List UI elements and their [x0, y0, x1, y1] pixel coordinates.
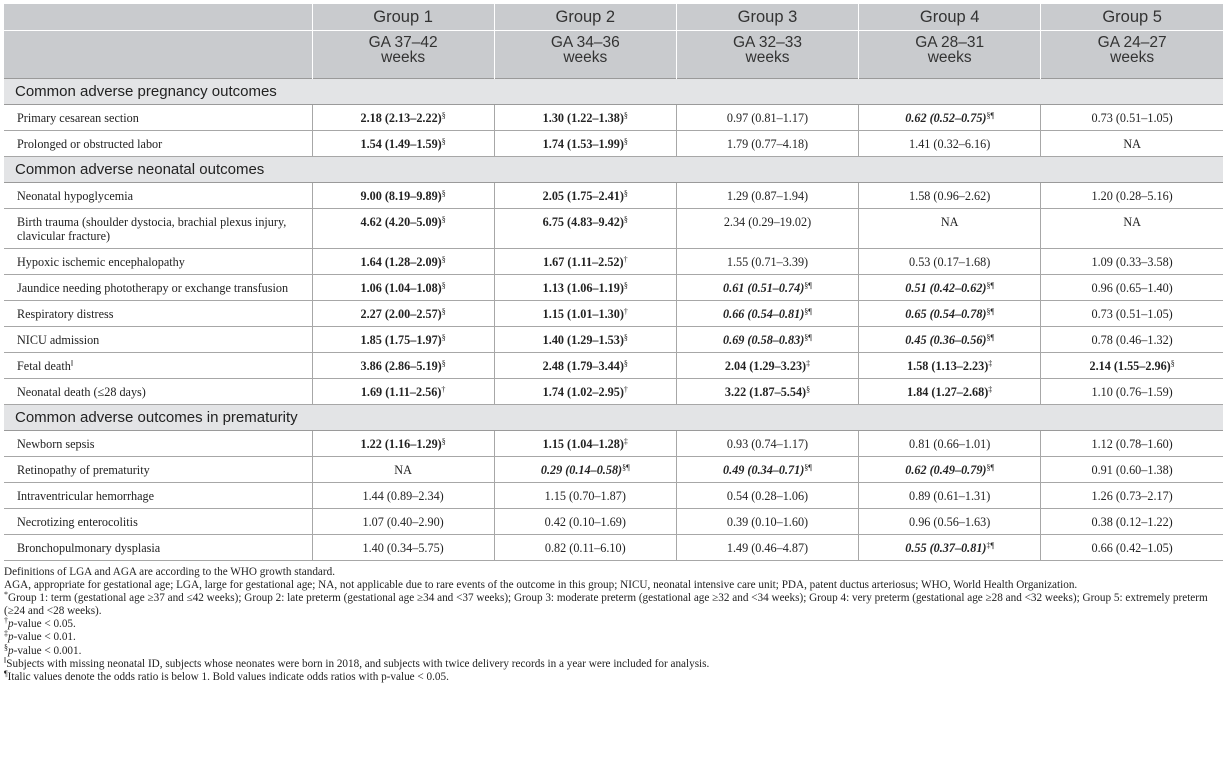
odds-ratio-cell-group-1 [312, 209, 494, 249]
odds-ratio-value: 1.54 (1.49–1.59) [360, 137, 442, 151]
odds-ratio-cell-group-5 [1041, 457, 1223, 483]
odds-ratio-value: 2.05 (1.75–2.41) [542, 189, 624, 203]
odds-ratio-cell-group-2 [494, 301, 676, 327]
odds-ratio-value: 0.29 (0.14–0.58) [540, 463, 623, 477]
outcome-label-cell [4, 209, 312, 249]
outcome-label: Fetal death [17, 359, 71, 373]
header-ga-group-1 [312, 31, 494, 79]
significance-mark: §¶ [804, 307, 812, 316]
odds-ratio-value: 0.89 (0.61–1.31) [909, 489, 991, 503]
odds-ratio-cell-group-2 [494, 209, 676, 249]
odds-ratio-value: 1.79 (0.77–4.18) [726, 137, 809, 151]
odds-ratio-cell-group-2 [494, 183, 676, 209]
odds-ratio-cell-group-4 [859, 275, 1041, 301]
significance-mark: § [623, 333, 628, 342]
table-footnotes [4, 566, 1223, 684]
odds-ratio-cell-group-3 [676, 183, 858, 209]
odds-ratio-cell-group-5 [1041, 509, 1223, 535]
odds-ratio-value: 0.91 (0.60–1.38) [1091, 463, 1173, 477]
significance-mark: § [806, 385, 811, 394]
table-row [4, 431, 1223, 457]
outcome-label: Neonatal hypoglycemia [17, 189, 134, 203]
significance-mark: § [623, 359, 628, 368]
odds-ratio-value: 1.22 (1.16–1.29) [360, 437, 442, 451]
table-row [4, 275, 1223, 301]
significance-mark: § [623, 215, 628, 224]
odds-ratio-cell-group-4 [859, 327, 1041, 353]
odds-ratio-value: 1.69 (1.11–2.56) [360, 385, 442, 399]
significance-mark: ‡¶ [986, 541, 995, 550]
table-row [4, 353, 1223, 379]
odds-ratio-value: 1.10 (0.76–1.59) [1091, 385, 1173, 399]
header-row-groups [4, 4, 1223, 31]
significance-mark: § [441, 111, 446, 120]
odds-ratio-value: 1.64 (1.28–2.09) [360, 255, 442, 269]
section-header-row [4, 405, 1223, 431]
odds-ratio-value: 6.75 (4.83–9.42) [542, 215, 624, 229]
odds-ratio-cell-group-2 [494, 379, 676, 405]
footnote-italic-bold [4, 668, 1223, 684]
odds-ratio-value: 1.15 (1.01–1.30) [542, 307, 624, 321]
significance-mark: §¶ [986, 307, 995, 316]
odds-ratio-value: 2.34 (0.29–19.02) [723, 215, 812, 229]
outcome-label-cell [4, 301, 312, 327]
ga-range: GA 34–36 [550, 34, 620, 51]
odds-ratio-value: 0.66 (0.54–0.81) [723, 307, 805, 321]
outcome-label: Hypoxic ischemic encephalopathy [17, 255, 185, 269]
odds-ratio-value: 0.65 (0.54–0.78) [905, 307, 987, 321]
significance-mark: § [623, 137, 628, 146]
significance-mark: § [441, 333, 446, 342]
significance-mark: §¶ [986, 111, 995, 120]
odds-ratio-cell-group-3 [676, 105, 858, 131]
table-row [4, 327, 1223, 353]
odds-ratio-cell-group-5 [1041, 105, 1223, 131]
odds-ratio-cell-group-3 [676, 431, 858, 457]
table-row [4, 457, 1223, 483]
odds-ratio-value: 1.12 (0.78–1.60) [1091, 437, 1173, 451]
odds-ratio-cell-group-2 [494, 275, 676, 301]
odds-ratio-cell-group-4 [859, 483, 1041, 509]
odds-ratio-cell-group-3 [676, 379, 858, 405]
odds-ratio-cell-group-4 [859, 535, 1041, 561]
footnote-subjects [4, 655, 1223, 671]
odds-ratio-cell-group-3 [676, 353, 858, 379]
odds-ratio-value: 0.82 (0.11–6.10) [544, 541, 626, 555]
outcome-label-cell [4, 105, 312, 131]
table-row [4, 183, 1223, 209]
odds-ratio-cell-group-5 [1041, 327, 1223, 353]
odds-ratio-value: 1.84 (1.27–2.68) [907, 385, 989, 399]
footnote-mark: § [4, 642, 8, 652]
odds-ratio-cell-group-5 [1041, 301, 1223, 327]
odds-ratio-value: 0.61 (0.51–0.74) [723, 281, 805, 295]
odds-ratio-value: 1.09 (0.33–3.58) [1091, 255, 1173, 269]
footnote-definitions: Definitions of LGA and AGA are according to the WHO growth standard. [4, 566, 335, 578]
odds-ratio-cell-group-1 [312, 431, 494, 457]
odds-ratio-cell-group-5 [1041, 209, 1223, 249]
outcome-label: Primary cesarean section [17, 111, 139, 125]
table-row [4, 535, 1223, 561]
odds-ratio-value: NA [1123, 215, 1141, 229]
odds-ratio-value: 1.55 (0.71–3.39) [726, 255, 809, 269]
odds-ratio-value: 1.30 (1.22–1.38) [542, 111, 624, 125]
header-ga-group-5 [1041, 31, 1223, 79]
odds-ratio-cell-group-4 [859, 457, 1041, 483]
odds-ratio-cell-group-5 [1041, 431, 1223, 457]
odds-ratio-cell-group-3 [676, 131, 858, 157]
odds-ratio-cell-group-4 [859, 379, 1041, 405]
ga-range: GA 24–27 [1097, 34, 1167, 51]
outcome-label: Newborn sepsis [17, 437, 95, 451]
odds-ratio-cell-group-3 [676, 275, 858, 301]
odds-ratio-value: 3.86 (2.86–5.19) [360, 359, 442, 373]
odds-ratio-value: 0.69 (0.58–0.83) [723, 333, 805, 347]
header-ga-group-4 [859, 31, 1041, 79]
odds-ratio-cell-group-4 [859, 105, 1041, 131]
footnote-mark: ¶ [4, 668, 8, 678]
odds-ratio-value: 0.55 (0.37–0.81) [905, 541, 987, 555]
table-row [4, 379, 1223, 405]
odds-ratio-value: 1.40 (0.34–5.75) [362, 541, 444, 555]
odds-ratio-value: 0.96 (0.56–1.63) [909, 515, 991, 529]
outcome-label: Respiratory distress [17, 307, 114, 321]
odds-ratio-cell-group-2 [494, 509, 676, 535]
significance-mark: §¶ [804, 463, 812, 472]
header-group-3: Group 3 [676, 4, 858, 31]
ga-unit: weeks [563, 49, 608, 66]
significance-mark: §¶ [986, 463, 995, 472]
odds-ratio-value: 0.42 (0.10–1.69) [544, 515, 626, 529]
significance-mark: ‡ [988, 385, 993, 394]
odds-ratio-value: 1.44 (0.89–2.34) [362, 489, 444, 503]
ga-unit: weeks [745, 49, 790, 66]
odds-ratio-cell-group-5 [1041, 379, 1223, 405]
odds-ratio-value: 0.66 (0.42–1.05) [1091, 541, 1173, 555]
odds-ratio-value: 1.74 (1.02–2.95) [542, 385, 624, 399]
odds-ratio-cell-group-3 [676, 535, 858, 561]
odds-ratio-cell-group-2 [494, 249, 676, 275]
odds-ratio-cell-group-2 [494, 131, 676, 157]
ga-range: GA 32–33 [733, 34, 802, 51]
section-title: Common adverse pregnancy outcomes [4, 79, 1223, 105]
odds-ratio-value: 0.96 (0.65–1.40) [1091, 281, 1173, 295]
odds-ratio-cell-group-1 [312, 327, 494, 353]
odds-ratio-cell-group-4 [859, 249, 1041, 275]
odds-ratio-value: 0.78 (0.46–1.32) [1091, 333, 1173, 347]
odds-ratio-value: 1.20 (0.28–5.16) [1091, 189, 1173, 203]
significance-mark: † [623, 255, 628, 264]
significance-mark: § [441, 215, 446, 224]
odds-ratio-value: 1.40 (1.29–1.53) [542, 333, 624, 347]
ga-unit: weeks [1110, 49, 1155, 66]
odds-ratio-value: 0.39 (0.10–1.60) [726, 515, 809, 529]
header-row-ga [4, 31, 1223, 79]
table-row [4, 301, 1223, 327]
odds-ratio-value: NA [394, 463, 412, 477]
odds-ratio-cell-group-5 [1041, 275, 1223, 301]
outcome-label-cell [4, 275, 312, 301]
odds-ratio-cell-group-3 [676, 457, 858, 483]
significance-mark: † [441, 385, 446, 394]
odds-ratio-cell-group-4 [859, 183, 1041, 209]
odds-ratio-cell-group-2 [494, 327, 676, 353]
table-row [4, 209, 1223, 249]
odds-ratio-cell-group-2 [494, 431, 676, 457]
odds-ratio-cell-group-1 [312, 535, 494, 561]
footnote-mark: † [4, 616, 8, 626]
outcome-label: Bronchopulmonary dysplasia [17, 541, 161, 555]
footnote-p05 [4, 618, 1223, 631]
significance-mark: §¶ [804, 333, 812, 342]
significance-mark: † [623, 307, 628, 316]
odds-ratio-cell-group-3 [676, 327, 858, 353]
outcome-label: Intraventricular hemorrhage [17, 489, 155, 503]
odds-ratio-cell-group-4 [859, 431, 1041, 457]
significance-mark: § [623, 281, 628, 290]
odds-ratio-cell-group-1 [312, 509, 494, 535]
footnote-groups [4, 592, 1223, 618]
odds-ratio-value: 4.62 (4.20–5.09) [360, 215, 442, 229]
significance-mark: §¶ [804, 281, 812, 290]
footnote-text: Group 1: term (gestational age ≥37 and ≤42 weeks); Group 2: late preterm (gestational age ≥34 and <37 weeks); Group 3: moderate preterm (gestational age ≥32 and <34 weeks); Group 4: very preterm (gestational age ≥28 and <32 weeks); Group 5: extremely preterm (≥24 and <28 weeks). [4, 592, 1208, 618]
odds-ratio-value: 0.49 (0.34–0.71) [723, 463, 805, 477]
significance-mark: ‡ [806, 359, 811, 368]
odds-ratio-cell-group-1 [312, 483, 494, 509]
table-row [4, 249, 1223, 275]
significance-mark: § [441, 307, 446, 316]
section-title: Common adverse neonatal outcomes [4, 157, 1223, 183]
footnote-p-label: p [8, 618, 14, 631]
odds-ratio-cell-group-2 [494, 483, 676, 509]
odds-ratio-value: 0.81 (0.66–1.01) [909, 437, 991, 451]
significance-mark: § [441, 255, 446, 264]
odds-ratio-value: 1.26 (0.73–2.17) [1091, 489, 1173, 503]
outcome-label: NICU admission [17, 333, 100, 347]
odds-ratio-value: 0.45 (0.36–0.56) [905, 333, 987, 347]
odds-ratio-value: 3.22 (1.87–5.54) [724, 385, 807, 399]
odds-ratio-cell-group-3 [676, 209, 858, 249]
odds-ratio-table [4, 4, 1223, 561]
odds-ratio-cell-group-4 [859, 209, 1041, 249]
table-row [4, 105, 1223, 131]
significance-mark: §¶ [986, 281, 995, 290]
odds-ratio-value: 1.58 (1.13–2.23) [907, 359, 989, 373]
odds-ratio-cell-group-4 [859, 131, 1041, 157]
odds-ratio-cell-group-1 [312, 353, 494, 379]
odds-ratio-cell-group-2 [494, 535, 676, 561]
significance-mark: † [623, 385, 628, 394]
odds-ratio-cell-group-5 [1041, 483, 1223, 509]
footnote-mark: ‖ [70, 359, 74, 368]
footnote-mark: ‖ [4, 655, 7, 665]
significance-mark: § [441, 437, 446, 446]
odds-ratio-value: 0.51 (0.42–0.62) [905, 281, 987, 295]
outcome-label: Neonatal death (≤28 days) [17, 385, 146, 399]
outcome-label: Jaundice needing phototherapy or exchange transfusion [17, 281, 289, 295]
odds-ratio-cell-group-1 [312, 131, 494, 157]
odds-ratio-value: 1.74 (1.53–1.99) [542, 137, 624, 151]
odds-ratio-cell-group-4 [859, 509, 1041, 535]
footnote-text: -value < 0.01. [13, 631, 76, 644]
odds-ratio-value: 2.04 (1.29–3.23) [724, 359, 807, 373]
odds-ratio-value: 1.13 (1.06–1.19) [542, 281, 624, 295]
outcome-label-cell [4, 327, 312, 353]
odds-ratio-cell-group-1 [312, 301, 494, 327]
table-row [4, 509, 1223, 535]
footnote-p001 [4, 642, 1223, 658]
significance-mark: §¶ [622, 463, 630, 472]
odds-ratio-cell-group-5 [1041, 353, 1223, 379]
significance-mark: ‡ [988, 359, 993, 368]
odds-ratio-value: 0.93 (0.74–1.17) [726, 437, 809, 451]
table-body [4, 79, 1223, 561]
odds-ratio-value: 0.73 (0.51–1.05) [1091, 307, 1173, 321]
header-corner-lower [4, 31, 312, 79]
odds-ratio-cell-group-2 [494, 105, 676, 131]
odds-ratio-cell-group-1 [312, 183, 494, 209]
significance-mark: § [623, 111, 628, 120]
outcome-label-cell [4, 379, 312, 405]
outcome-label-cell [4, 249, 312, 275]
odds-ratio-value: 2.14 (1.55–2.96) [1089, 359, 1171, 373]
outcome-label-cell [4, 483, 312, 509]
significance-mark: §¶ [986, 333, 995, 342]
table-row [4, 483, 1223, 509]
footnote-text: -value < 0.001. [13, 644, 82, 657]
odds-ratio-cell-group-1 [312, 249, 494, 275]
section-header-row [4, 157, 1223, 183]
odds-ratio-cell-group-5 [1041, 249, 1223, 275]
odds-ratio-value: 2.27 (2.00–2.57) [360, 307, 442, 321]
odds-ratio-value: 1.49 (0.46–4.87) [726, 541, 809, 555]
odds-ratio-value: 2.18 (2.13–2.22) [360, 111, 442, 125]
odds-ratio-table-figure [4, 4, 1223, 684]
odds-ratio-cell-group-1 [312, 275, 494, 301]
odds-ratio-value: 1.67 (1.11–2.52) [543, 255, 624, 269]
outcome-label-cell [4, 183, 312, 209]
outcome-label: Birth trauma (shoulder dystocia, brachial plexus injury, clavicular fracture) [17, 215, 287, 243]
odds-ratio-value: 0.97 (0.81–1.17) [726, 111, 809, 125]
odds-ratio-cell-group-2 [494, 353, 676, 379]
outcome-label-cell [4, 131, 312, 157]
odds-ratio-cell-group-1 [312, 379, 494, 405]
significance-mark: § [441, 281, 446, 290]
footnote-abbreviations: AGA, appropriate for gestational age; LGA, large for gestational age; NA, not applicable due to rare events of the outcome in this group; NICU, neonatal intensive care unit; PDA, patent ductus arteriosus; WHO, World Health Organization. [4, 579, 1078, 592]
ga-range: GA 37–42 [368, 34, 438, 51]
odds-ratio-cell-group-1 [312, 105, 494, 131]
odds-ratio-value: 2.48 (1.79–3.44) [542, 359, 624, 373]
odds-ratio-cell-group-5 [1041, 535, 1223, 561]
significance-mark: § [441, 189, 446, 198]
significance-mark: § [1170, 359, 1175, 368]
outcome-label: Retinopathy of prematurity [17, 463, 150, 477]
footnote-p-label: p [8, 644, 14, 657]
header-ga-group-2 [494, 31, 676, 79]
header-group-1: Group 1 [312, 4, 494, 31]
odds-ratio-cell-group-4 [859, 353, 1041, 379]
odds-ratio-cell-group-1 [312, 457, 494, 483]
odds-ratio-value: 1.15 (0.70–1.87) [544, 489, 626, 503]
outcome-label: Prolonged or obstructed labor [17, 137, 163, 151]
footnote-text: Italic values denote the odds ratio is below 1. Bold values indicate odds ratios with p-value < 0.05. [7, 670, 449, 683]
ga-unit: weeks [927, 49, 972, 66]
header-group-4: Group 4 [859, 4, 1041, 31]
odds-ratio-value: 0.54 (0.28–1.06) [726, 489, 809, 503]
section-header-row [4, 79, 1223, 105]
odds-ratio-cell-group-3 [676, 301, 858, 327]
odds-ratio-value: NA [1123, 137, 1141, 151]
significance-mark: ‡ [623, 437, 628, 446]
odds-ratio-value: 1.07 (0.40–2.90) [362, 515, 444, 529]
outcome-label-cell [4, 535, 312, 561]
outcome-label-cell [4, 353, 312, 379]
odds-ratio-cell-group-4 [859, 301, 1041, 327]
section-title: Common adverse outcomes in prematurity [4, 405, 1223, 431]
odds-ratio-value: 1.29 (0.87–1.94) [726, 189, 809, 203]
footnote-mark: ‡ [4, 629, 8, 639]
significance-mark: § [623, 189, 628, 198]
outcome-label-cell [4, 509, 312, 535]
header-group-5: Group 5 [1041, 4, 1223, 31]
odds-ratio-cell-group-5 [1041, 131, 1223, 157]
outcome-label: Necrotizing enterocolitis [17, 515, 138, 529]
odds-ratio-value: 1.58 (0.96–2.62) [909, 189, 991, 203]
odds-ratio-value: 0.38 (0.12–1.22) [1091, 515, 1173, 529]
odds-ratio-cell-group-5 [1041, 183, 1223, 209]
footnote-text: -value < 0.05. [13, 618, 76, 631]
footnote-mark: * [4, 590, 8, 600]
odds-ratio-value: NA [940, 215, 959, 229]
header-group-2: Group 2 [494, 4, 676, 31]
footnote-p-label: p [8, 631, 14, 644]
odds-ratio-value: 1.15 (1.04–1.28) [542, 437, 624, 451]
odds-ratio-value: 1.06 (1.04–1.08) [360, 281, 442, 295]
odds-ratio-cell-group-3 [676, 483, 858, 509]
footnote-p01 [4, 631, 1223, 644]
outcome-label-cell [4, 431, 312, 457]
odds-ratio-value: 0.53 (0.17–1.68) [909, 255, 991, 269]
table-header [4, 4, 1223, 79]
header-ga-group-3 [676, 31, 858, 79]
outcome-label-cell [4, 457, 312, 483]
footnote-text: Subjects with missing neonatal ID, subjects whose neonates were born in 2018, and subjects with twice delivery records in a year were included for analysis. [6, 657, 710, 670]
significance-mark: § [441, 359, 446, 368]
ga-unit: weeks [381, 49, 426, 66]
odds-ratio-value: 1.85 (1.75–1.97) [360, 333, 442, 347]
odds-ratio-cell-group-3 [676, 249, 858, 275]
odds-ratio-value: 0.62 (0.52–0.75) [905, 111, 987, 125]
odds-ratio-value: 0.73 (0.51–1.05) [1091, 111, 1173, 125]
ga-range: GA 28–31 [915, 34, 985, 51]
odds-ratio-cell-group-3 [676, 509, 858, 535]
significance-mark: § [441, 137, 446, 146]
odds-ratio-value: 9.00 (8.19–9.89) [360, 189, 442, 203]
table-row [4, 131, 1223, 157]
odds-ratio-cell-group-2 [494, 457, 676, 483]
odds-ratio-value: 1.41 (0.32–6.16) [909, 137, 991, 151]
odds-ratio-value: 0.62 (0.49–0.79) [905, 463, 987, 477]
header-corner [4, 4, 312, 31]
